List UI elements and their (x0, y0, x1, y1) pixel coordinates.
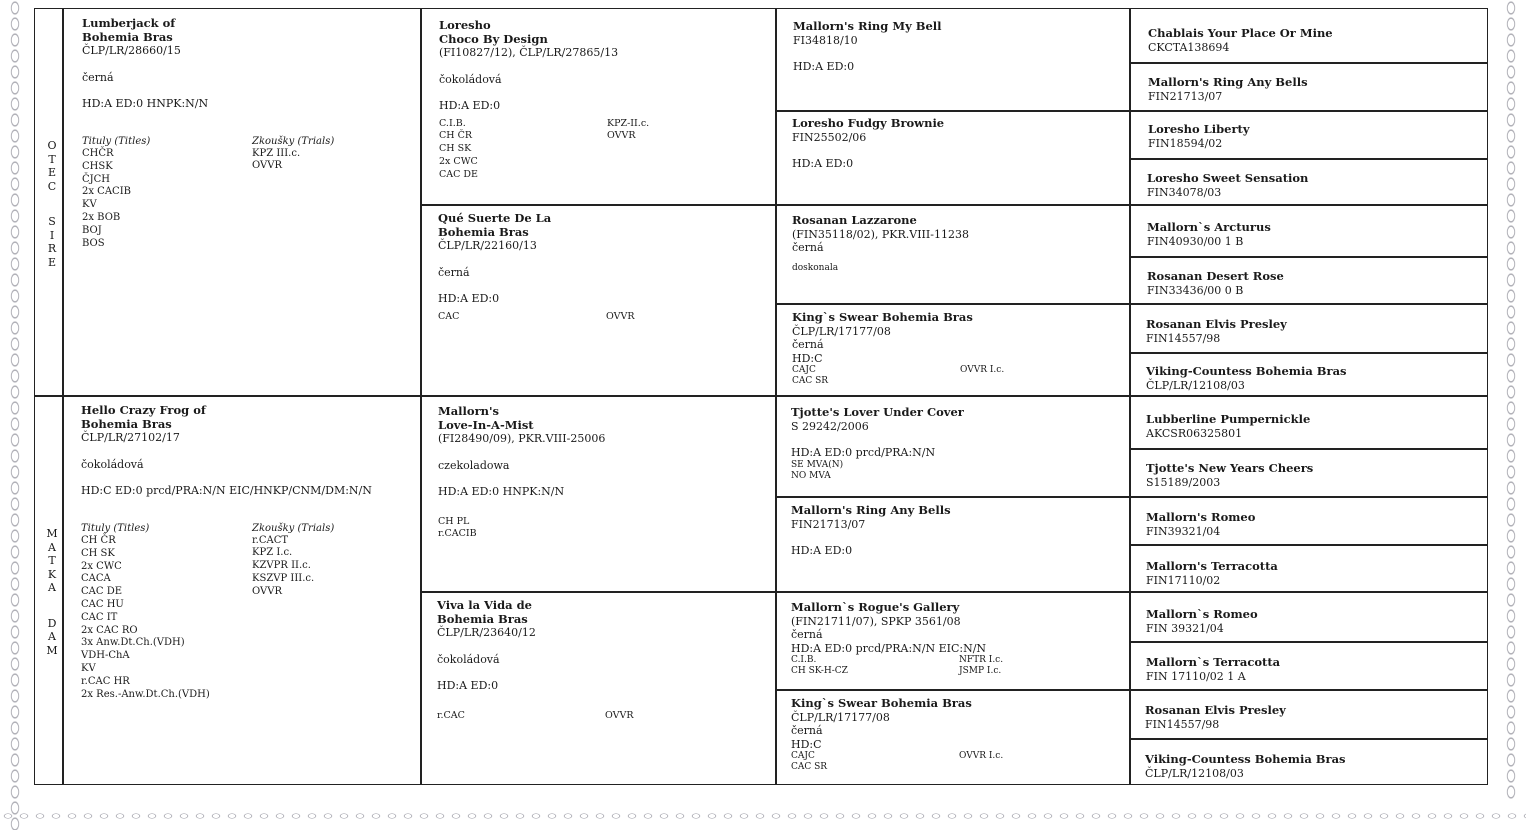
gggp-name: Loresho Sweet Sensation (1147, 171, 1309, 185)
gggp-name: Viking-Countess Bohemia Bras (1146, 364, 1347, 378)
gggp-reg: FIN 39321/04 (1146, 621, 1224, 635)
ggp-titles: C.I.B. CH SK-H-CZ (791, 655, 848, 676)
great-grandparent-cell (791, 504, 1121, 558)
gggp-name: Loresho Liberty (1148, 122, 1250, 136)
ggp-titles: CAJC CAC SR (791, 751, 828, 772)
gggp-reg: AKCSR06325801 (1146, 426, 1243, 440)
dam-titles-label: Tituly (Titles) (81, 522, 150, 534)
sire-titles-label: Tituly (Titles) (82, 135, 151, 147)
gp-divider-1 (420, 204, 1488, 206)
dam-name: Hello Crazy Frog of Bohemia Bras (81, 403, 206, 431)
gp-name: Viva la Vida de Bohemia Bras (437, 598, 532, 626)
gggp-reg: ČLP/LR/12108/03 (1145, 766, 1244, 780)
gggp-cell (1146, 608, 1258, 635)
gggp-divider-1 (1129, 62, 1488, 64)
sire-side-label: O T E C S I R E (47, 139, 57, 269)
sire-trials: KPZ III.c. OVVR (252, 147, 301, 172)
dam-health: HD:C ED:0 prcd/PRA:N/N EIC/HNKP/CNM/DM:N/N (81, 484, 372, 497)
gggp-divider-6 (1129, 544, 1488, 546)
grandparent-cell (438, 212, 768, 323)
ggp-divider-3 (775, 496, 1488, 498)
gggp-cell (1148, 123, 1250, 150)
gp-health: HD:A ED:0 HNPK:N/N (438, 485, 565, 498)
gggp-cell (1147, 270, 1284, 297)
gp-name: Mallorn's Love-In-A-Mist (438, 404, 534, 432)
ggp-titles: SE MVA(N) NO MVA (791, 459, 844, 481)
gp-name: Qué Suerte De La Bohemia Bras (438, 211, 552, 239)
ggp-details: (FIN21711/07), SPKP 3561/08 černá HD:A ED:0 prcd/PRA:N/N EIC:N/N (791, 614, 987, 655)
ggp-name: Mallorn's Ring Any Bells (791, 503, 951, 517)
ggp-divider-2 (775, 303, 1488, 305)
dam-color: čokoládová (81, 457, 144, 471)
gggp-reg: FIN14557/98 (1146, 331, 1221, 345)
gggp-reg: S15189/2003 (1146, 475, 1221, 489)
gggp-name: Mallorn`s Arcturus (1147, 220, 1271, 234)
gggp-name: Mallorn's Terracotta (1146, 559, 1278, 573)
gggp-name: Lubberline Pumpernickle (1146, 412, 1311, 426)
gp-color: černá (438, 265, 470, 279)
gggp-cell (1146, 560, 1278, 587)
gggp-divider-5 (1129, 448, 1488, 450)
gggp-reg: FIN21713/07 (1148, 89, 1223, 103)
grandparent-cell (437, 599, 767, 722)
great-grandparent-cell (792, 311, 1122, 387)
gp-reg: ČLP/LR/22160/13 (438, 239, 537, 252)
gggp-cell (1147, 172, 1308, 199)
gggp-cell (1146, 462, 1313, 489)
ggp-health: HD:A ED:0 (793, 60, 855, 73)
gggp-name: Rosanan Desert Rose (1147, 269, 1284, 283)
grandparent-cell (439, 19, 769, 181)
ggp-health: HD:A ED:0 prcd/PRA:N/N (791, 446, 936, 459)
dam-trials: r.CACT KPZ I.c. KZVPR II.c. KSZVP III.c. OVVR (252, 534, 315, 597)
gp-health: HD:A ED:0 (438, 292, 500, 305)
decorative-border-bottom (0, 802, 1526, 830)
sidebar-divider (62, 8, 64, 785)
great-grandparent-cell (791, 697, 1121, 773)
ggp-titles: CAJC CAC SR (792, 365, 829, 386)
gp-reg: (FI10827/12), ČLP/LR/27865/13 (439, 46, 619, 59)
gggp-name: Mallorn`s Terracotta (1146, 655, 1281, 669)
gp-color: čokoládová (437, 652, 500, 666)
gggp-reg: ČLP/LR/12108/03 (1146, 378, 1245, 392)
sire-reg: ČLP/LR/28660/15 (82, 44, 181, 57)
column-divider-1 (420, 8, 422, 785)
ggp-trials: OVVR I.c. (959, 751, 1004, 761)
gggp-divider-7 (1129, 641, 1488, 643)
gp-color: čokoládová (439, 72, 502, 86)
gp-reg: ČLP/LR/23640/12 (437, 626, 536, 639)
great-grandparent-cell (793, 20, 1123, 74)
gggp-reg: FIN34078/03 (1147, 185, 1222, 199)
gggp-reg: FIN 17110/02 1 A (1146, 669, 1246, 683)
gggp-reg: FIN17110/02 (1146, 573, 1221, 587)
gp-health: HD:A ED:0 (437, 679, 499, 692)
gp-reg: (FI28490/09), PKR.VIII-25006 (438, 432, 606, 445)
sire-dam-divider (34, 395, 1488, 397)
ggp-divider-1 (775, 110, 1488, 112)
ggp-health: HD:A ED:0 (791, 544, 853, 557)
gggp-cell (1147, 221, 1271, 248)
sire-titles: CHČR CHSK ČJCH 2x CACIB KV 2x BOB BOJ BOS (82, 148, 132, 249)
great-grandparent-cell (792, 117, 1122, 171)
gggp-name: Rosanan Elvis Presley (1146, 317, 1287, 331)
column-divider-3 (1129, 8, 1131, 785)
gggp-divider-3 (1129, 256, 1488, 258)
ggp-trials: NFTR I.c. JSMP I.c. (959, 655, 1004, 676)
gggp-reg: CKCTA138694 (1148, 40, 1230, 54)
great-grandparent-cell (791, 601, 1121, 677)
ggp-name: Mallorn`s Rogue's Gallery (791, 600, 960, 614)
gggp-cell (1146, 413, 1310, 440)
gggp-name: Tjotte's New Years Cheers (1146, 461, 1314, 475)
ggp-details: ČLP/LR/17177/08 černá HD:C (792, 324, 891, 365)
ggp-details: S 29242/2006 (791, 419, 869, 433)
gp-divider-2 (420, 591, 1488, 593)
gggp-divider-4 (1129, 352, 1488, 354)
gggp-cell (1146, 365, 1347, 392)
gp-trials: OVVR (606, 310, 635, 322)
dam-reg: ČLP/LR/27102/17 (81, 431, 180, 444)
ggp-name: King`s Swear Bohemia Bras (792, 310, 973, 324)
gggp-divider-2 (1129, 158, 1488, 160)
gggp-reg: FIN33436/00 0 B (1147, 283, 1244, 297)
great-grandparent-cell (792, 214, 1122, 274)
gggp-cell (1145, 704, 1286, 731)
gggp-name: Viking-Countess Bohemia Bras (1145, 752, 1346, 766)
ggp-titles: doskonala (792, 262, 839, 273)
gp-titles: CH PL r.CACIB (438, 515, 477, 540)
ggp-name: Tjotte's Lover Under Cover (791, 405, 964, 419)
gp-titles: r.CAC (437, 709, 465, 721)
ggp-trials: OVVR I.c. (960, 365, 1005, 375)
gggp-cell (1146, 318, 1287, 345)
ggp-health: HD:A ED:0 (792, 157, 854, 170)
ggp-name: Mallorn's Ring My Bell (793, 19, 942, 33)
ggp-name: Rosanan Lazzarone (792, 213, 917, 227)
gggp-reg: FIN18594/02 (1148, 136, 1223, 150)
gggp-reg: FIN40930/00 1 B (1147, 234, 1244, 248)
column-divider-2 (775, 8, 777, 785)
gp-titles: C.I.B. CH ČR CH SK 2x CWC CAC DE (439, 117, 478, 180)
ggp-details: FIN25502/06 (792, 130, 867, 144)
ggp-details: FI34818/10 (793, 33, 858, 47)
gggp-cell (1148, 76, 1308, 103)
ggp-details: (FIN35118/02), PKR.VIII-11238 černá (792, 227, 969, 254)
sire-health: HD:A ED:0 HNPK:N/N (82, 97, 209, 110)
gp-name: Loresho Choco By Design (439, 18, 548, 46)
decorative-border-right (1496, 0, 1526, 800)
gggp-name: Mallorn's Ring Any Bells (1148, 75, 1308, 89)
sire-cell (82, 17, 412, 250)
dam-side-label: M A T K A D A M (46, 527, 58, 657)
gp-color: czekoladowa (438, 458, 510, 472)
grandparent-cell (438, 405, 768, 541)
gggp-name: Rosanan Elvis Presley (1145, 703, 1286, 717)
gp-trials: KPZ-II.c. OVVR (607, 117, 650, 142)
sire-name: Lumberjack of Bohemia Bras (82, 16, 176, 44)
ggp-divider-4 (775, 689, 1488, 691)
gggp-name: Mallorn's Romeo (1146, 510, 1256, 524)
gp-health: HD:A ED:0 (439, 99, 501, 112)
gggp-name: Chablais Your Place Or Mine (1148, 26, 1333, 40)
gggp-cell (1146, 656, 1280, 683)
dam-trials-label: Zkoušky (Trials) (252, 522, 335, 534)
ggp-name: King`s Swear Bohemia Bras (791, 696, 972, 710)
gggp-name: Mallorn`s Romeo (1146, 607, 1258, 621)
gp-titles: CAC (438, 310, 460, 322)
ggp-details: ČLP/LR/17177/08 černá HD:C (791, 710, 890, 751)
dam-titles: CH ČR CH SK 2x CWC CACA CAC DE CAC HU CAC IT 2x CAC RO 3x Anw.Dt.Ch.(VDH) VDH-ChA KV r.CAC HR 2x Res.-Anw.Dt.Ch.(VDH) (81, 535, 210, 700)
sire-color: černá (82, 70, 114, 84)
sire-trials-label: Zkoušky (Trials) (252, 135, 335, 147)
gggp-cell (1146, 511, 1255, 538)
gp-trials: OVVR (605, 709, 634, 721)
gggp-reg: FIN14557/98 (1145, 717, 1220, 731)
gggp-divider-8 (1129, 738, 1488, 740)
ggp-name: Loresho Fudgy Brownie (792, 116, 945, 130)
gggp-cell (1148, 27, 1333, 54)
decorative-border-left (0, 0, 30, 830)
gggp-cell (1145, 753, 1346, 780)
great-grandparent-cell (791, 406, 1121, 482)
gggp-reg: FIN39321/04 (1146, 524, 1221, 538)
ggp-details: FIN21713/07 (791, 517, 866, 531)
dam-cell (81, 404, 416, 701)
